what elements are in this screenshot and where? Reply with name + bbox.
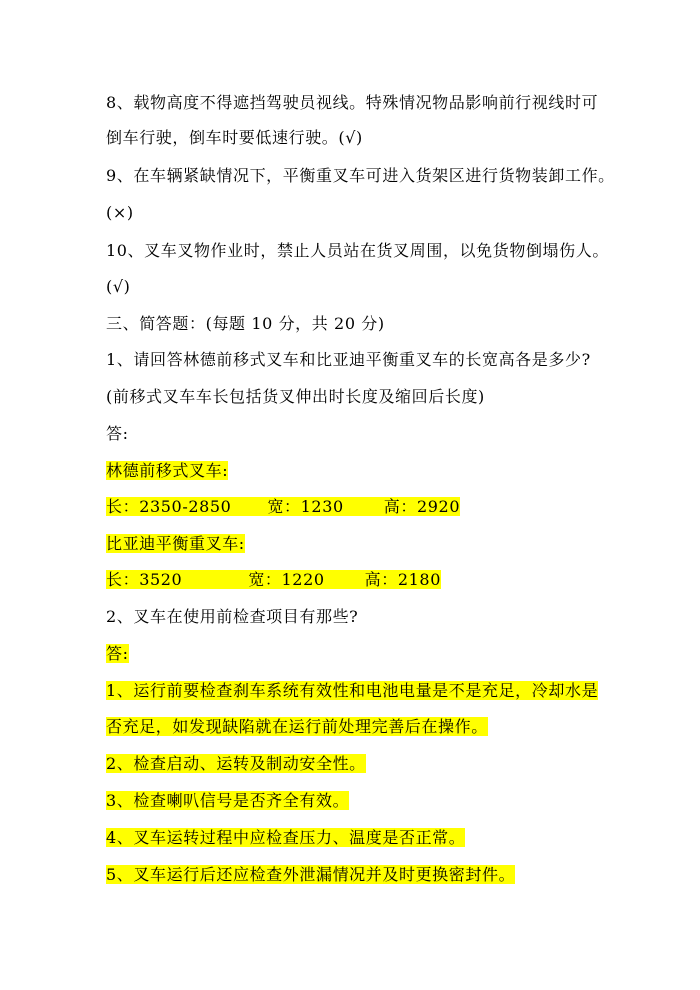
linde-length: 长：2350-2850 xyxy=(106,497,232,516)
byd-height: 高：2180 xyxy=(364,570,441,589)
check-item-1-line-1 xyxy=(106,680,598,702)
question-8-line-1: 8、载物高度不得遮挡驾驶员视线。特殊情况物品影响前行视线时可 xyxy=(106,93,599,112)
short-question-2-answer-label-text: 答: xyxy=(106,644,129,663)
byd-dimensions-highlight xyxy=(106,570,441,589)
linde-title xyxy=(106,460,228,482)
linde-dimensions-highlight xyxy=(106,497,460,516)
check-item-4-text: 4、叉车运转过程中应检查压力、温度是否正常。 xyxy=(106,828,466,847)
check-item-4 xyxy=(106,827,465,849)
check-item-5 xyxy=(106,864,515,886)
check-item-2 xyxy=(106,753,366,775)
linde-height: 高：2920 xyxy=(383,497,461,516)
check-item-5-text: 5、叉车运行后还应检查外泄漏情况并及时更换密封件。 xyxy=(106,865,516,884)
check-item-1-line-1-text: 1、运行前要检查刹车系统有效性和电池电量是不是充足，冷却水是 xyxy=(106,681,599,700)
byd-title xyxy=(106,533,245,555)
short-question-1-line-2: (前移式叉车车长包括货叉伸出时长度及缩回后长度) xyxy=(106,387,485,406)
check-item-3 xyxy=(106,790,349,812)
byd-width: 宽：1220 xyxy=(248,570,325,589)
question-8-line-2: 倒车行驶，倒车时要低速行驶。(√) xyxy=(106,128,363,147)
linde-dimensions xyxy=(106,496,460,518)
linde-width: 宽：1230 xyxy=(267,497,344,516)
question-9-line-1: 9、在车辆紧缺情况下，平衡重叉车可进入货架区进行货物装卸工作。 xyxy=(106,166,615,185)
linde-title-text: 林德前移式叉车: xyxy=(106,461,229,480)
check-item-3-text: 3、检查喇叭信号是否齐全有效。 xyxy=(106,791,350,810)
question-10-line-1: 10、叉车叉物作业时，禁止人员站在货叉周围，以免货物倒塌伤人。 xyxy=(106,241,609,260)
question-9-line-2: (×) xyxy=(106,203,134,222)
byd-length: 长：3520 xyxy=(106,570,183,589)
byd-title-text: 比亚迪平衡重叉车: xyxy=(106,534,245,553)
short-question-1-line-1: 1、请回答林德前移式叉车和比亚迪平衡重叉车的长宽高各是多少? xyxy=(106,350,591,369)
short-question-2-answer-label xyxy=(106,643,129,665)
question-10-line-2: (√) xyxy=(106,277,131,296)
section-title: 三、简答题：(每题 10 分，共 20 分) xyxy=(106,314,385,333)
check-item-1-line-2-text: 否充足，如发现缺陷就在运行前处理完善后在操作。 xyxy=(106,717,488,736)
check-item-1-line-2 xyxy=(106,716,488,738)
check-item-2-text: 2、检查启动、运转及制动安全性。 xyxy=(106,754,366,773)
short-question-2-line-1: 2、叉车在使用前检查项目有那些? xyxy=(106,607,359,626)
byd-dimensions xyxy=(106,569,441,591)
short-question-1-answer-label: 答: xyxy=(106,424,129,443)
